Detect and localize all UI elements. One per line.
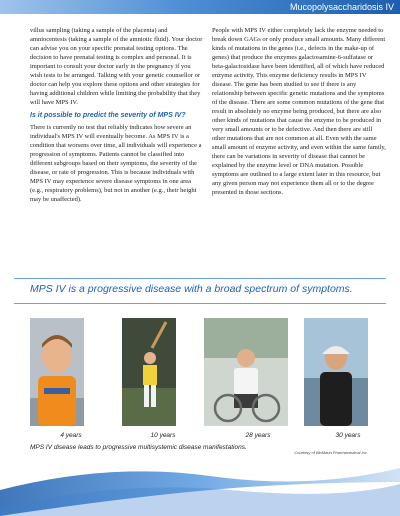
age-label-4-years: 4 years [60,432,82,439]
left-paragraph-severity: There is currently no test that reliably indicates how severe an individual's MPS IV will eventually become. As MPS IV is a condition that worsens over time, all individuals will experience a progression of symptoms. Patients cannot be classified into different subgroups based on their symptoms, the severity of the disease, or rate of progression. This is because individuals with MPS IV may experience severe disease symptoms in one area (e.g., respiratory problems), but not in another (e.g., their height may be unaffected). [30,123,202,203]
figure-caption: MPS IV disease leads to progressive multisystemic disease manifestations. [30,444,247,451]
photo-adult-30-years [304,318,368,426]
photo-child-4-years [30,318,84,426]
age-label-30-years: 30 years [335,432,361,439]
bottom-wave-decoration [0,456,400,516]
figure-banner [14,278,386,304]
figure-title: MPS IV is a progressive disease with a broad spectrum of symptoms. [30,283,353,295]
left-paragraph-prenatal-testing: villus sampling (taking a sample of the placenta) and amniocentesis (taking a sample of the amniotic fluid). Your doctor can advise you on your specific prenatal testing options. The decision to have prenatal testing is complex and personal. It is important to consult your doctor early in the pregnancy if you wish tests to be arranged. Talking with your genetic counsellor or doctor can help you explore these options and other strategies for having additional children while limiting the probability that they will have MPS IV. [30,27,203,106]
severity-subheading: Is it possible to predict the severity of MPS IV? [30,112,186,119]
running-head: Mucopolysaccharidosis IV [289,2,394,12]
photo-child-10-years [122,318,176,426]
left-text-column [30,26,204,282]
photo-adult-28-years [204,318,288,426]
right-paragraph-genetics: People with MPS IV either completely lack the enzyme needed to break down GAGs or only produce small amounts. Many different kinds of mutations in the genes (i.e., defects in the make-up of genes) that produce the enzymes galactosamine-6-sulfatase or beta-galactosidase have been identified, all of which have reduced enzyme activity. This enzyme deficiency results in MPS IV disease. The gene has been studied to see if there is any relationship between specific genetic mutations and the symptoms of the disease. There are some common mutations of the gene that result in absolutely no enzyme being produced, but there are also other kinds of mutations that cause the enzyme to be produced in very small amounts or to be defective. And then there are still other mutations that are not common at all. Even with the same small amount of enzyme activity, and even within the same family, there can be variations in severity of disease that cannot be explained by the enzyme level or DNA mutation. Possible symptoms are outlined to a large extent later in this resource, but any given person may not experience them all or to the degree presented in those sections. [212,27,386,196]
photo-credit: Courtesy of BioMarin Pharmaceutical Inc. [294,450,368,455]
right-text-column [212,26,386,266]
age-label-28-years: 28 years [245,432,271,439]
age-label-10-years: 10 years [150,432,176,439]
